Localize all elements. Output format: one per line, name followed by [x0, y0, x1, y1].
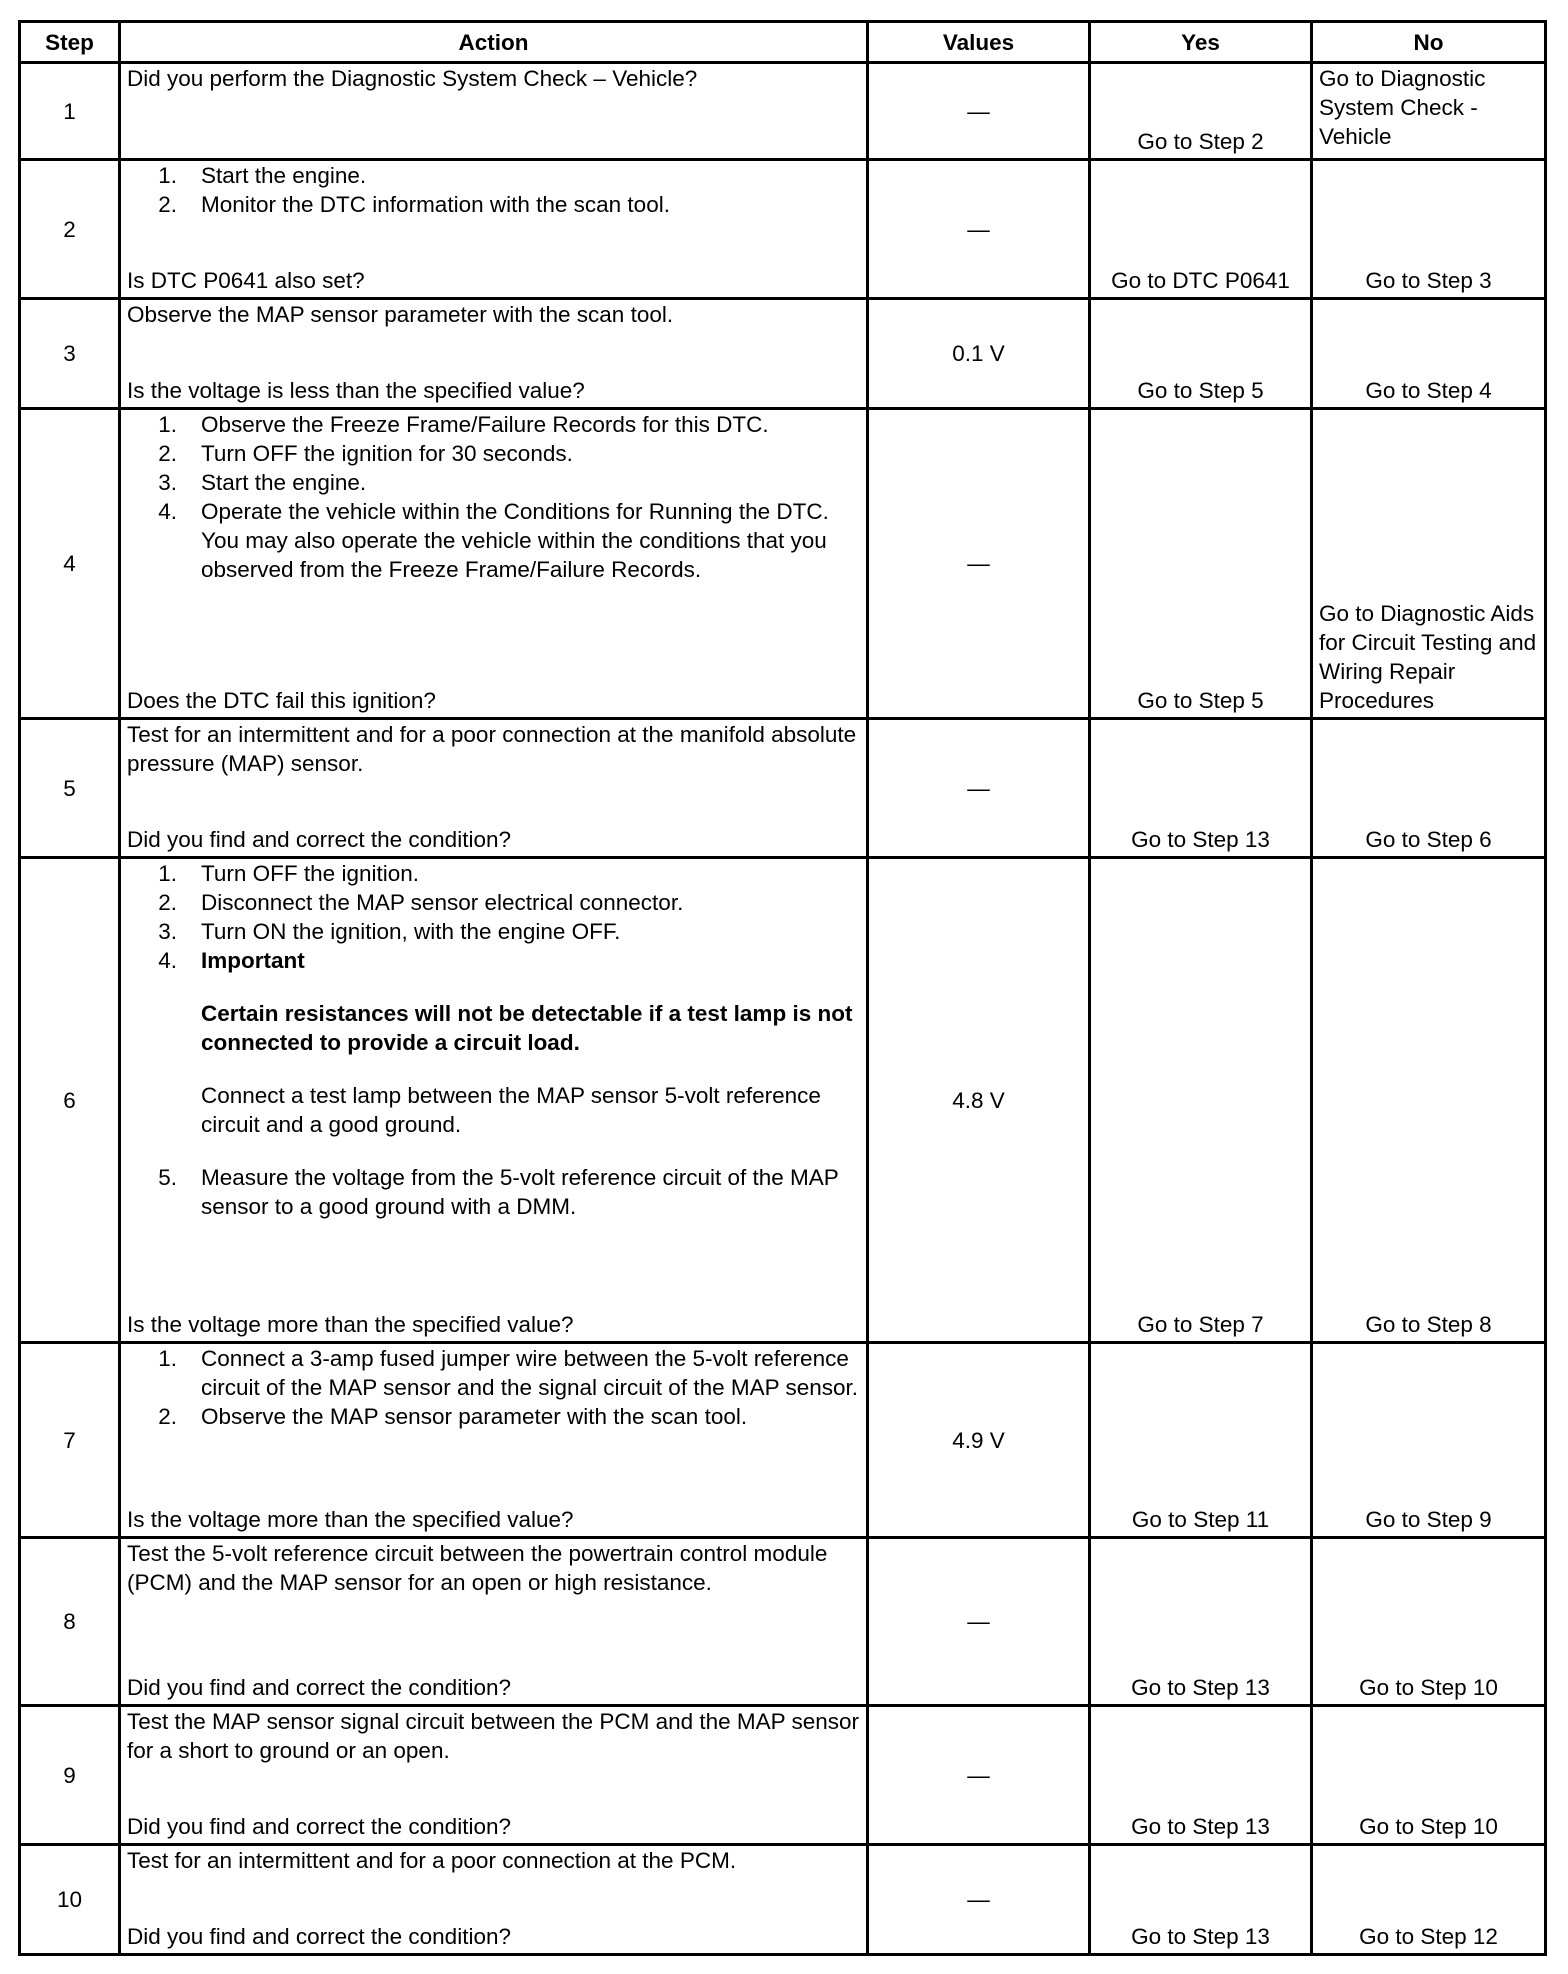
action-cell	[120, 858, 868, 1343]
header-yes: Yes	[1090, 22, 1312, 63]
table-row	[20, 63, 1546, 160]
header-step: Step	[20, 22, 120, 63]
value-cell: —	[868, 719, 1090, 858]
yes-cell: Go to Step 13	[1090, 1538, 1312, 1706]
value-cell: —	[868, 1538, 1090, 1706]
action-question: Did you find and correct the condition?	[127, 1675, 511, 1700]
value-cell: 4.8 V	[868, 858, 1090, 1343]
action-question: Does the DTC fail this ignition?	[127, 688, 436, 713]
no-cell: Go to Step 12	[1312, 1845, 1546, 1955]
step-number: 9	[20, 1706, 120, 1845]
action-cell	[120, 63, 868, 160]
header-no: No	[1312, 22, 1546, 63]
yes-cell: Go to Step 5	[1090, 409, 1312, 719]
value-cell: —	[868, 63, 1090, 160]
action-text: Test the 5-volt reference circuit between the powertrain control module (PCM) and the MAP sensor for an open or high resistance.	[127, 1541, 828, 1595]
action-question: Is the voltage is less than the specified value?	[127, 378, 585, 403]
no-cell: Go to Step 10	[1312, 1538, 1546, 1706]
yes-cell: Go to Step 7	[1090, 858, 1312, 1343]
list-number: 3.	[158, 919, 177, 944]
list-item: Start the engine.	[201, 163, 367, 188]
no-cell: Go to Step 10	[1312, 1706, 1546, 1845]
list-item: Turn OFF the ignition.	[201, 861, 420, 886]
action-cell	[120, 1706, 868, 1845]
list-item: Monitor the DTC information with the scan tool.	[201, 192, 670, 217]
table-row	[20, 719, 1546, 858]
value-cell: —	[868, 1845, 1090, 1955]
no-cell: Go to Step 4	[1312, 299, 1546, 409]
table-row	[20, 1343, 1546, 1538]
table-row	[20, 160, 1546, 299]
action-question: Is DTC P0641 also set?	[127, 268, 365, 293]
list-number: 2.	[158, 441, 177, 466]
step-number: 2	[20, 160, 120, 299]
no-cell: Go to Step 9	[1312, 1343, 1546, 1538]
important-note: Certain resistances will not be detectable if a test lamp is not connected to provide a circuit load.	[201, 1001, 853, 1055]
action-text: Did you perform the Diagnostic System Check – Vehicle?	[127, 66, 698, 91]
list-number: 1.	[158, 163, 177, 188]
step-number: 6	[20, 858, 120, 1343]
action-question: Did you find and correct the condition?	[127, 1924, 511, 1949]
header-values: Values	[868, 22, 1090, 63]
action-question: Is the voltage more than the specified value?	[127, 1507, 574, 1532]
yes-cell: Go to Step 11	[1090, 1343, 1312, 1538]
action-cell	[120, 1343, 868, 1538]
yes-cell: Go to Step 13	[1090, 1706, 1312, 1845]
action-question: Did you find and correct the condition?	[127, 1814, 511, 1839]
list-item: Turn ON the ignition, with the engine OFF.	[201, 919, 621, 944]
list-item: Start the engine.	[201, 470, 367, 495]
list-item: Turn OFF the ignition for 30 seconds.	[201, 441, 573, 466]
action-cell	[120, 1538, 868, 1706]
value-cell: —	[868, 160, 1090, 299]
step-number: 1	[20, 63, 120, 160]
action-cell	[120, 1845, 868, 1955]
list-number: 2.	[158, 890, 177, 915]
list-item: Operate the vehicle within the Conditions for Running the DTC. You may also operate the vehicle within the conditions that you observed from the Freeze Frame/Failure Records.	[201, 499, 829, 582]
list-item: Observe the MAP sensor parameter with the scan tool.	[201, 1404, 748, 1429]
value-cell: —	[868, 1706, 1090, 1845]
no-cell: Go to Diagnostic Aids for Circuit Testing and Wiring Repair Procedures	[1312, 409, 1546, 719]
yes-cell: Go to Step 13	[1090, 719, 1312, 858]
list-number: 2.	[158, 1404, 177, 1429]
table-row	[20, 858, 1546, 1343]
action-cell	[120, 299, 868, 409]
step-number: 5	[20, 719, 120, 858]
step-number: 3	[20, 299, 120, 409]
action-text: Observe the MAP sensor parameter with the scan tool.	[127, 302, 674, 327]
step-number: 4	[20, 409, 120, 719]
list-number: 1.	[158, 412, 177, 437]
list-number: 1.	[158, 1346, 177, 1371]
important-action: Connect a test lamp between the MAP sensor 5-volt reference circuit and a good ground.	[201, 1083, 821, 1137]
header-action: Action	[120, 22, 868, 63]
value-cell: 0.1 V	[868, 299, 1090, 409]
yes-cell: Go to Step 13	[1090, 1845, 1312, 1955]
no-cell: Go to Step 6	[1312, 719, 1546, 858]
header-row	[20, 22, 1546, 63]
list-item: Disconnect the MAP sensor electrical connector.	[201, 890, 684, 915]
list-item: Observe the Freeze Frame/Failure Records for this DTC.	[201, 412, 769, 437]
table-row	[20, 1706, 1546, 1845]
table-row	[20, 299, 1546, 409]
action-text: Test the MAP sensor signal circuit between the PCM and the MAP sensor for a short to ground or an open.	[127, 1709, 860, 1763]
action-cell	[120, 160, 868, 299]
table-row	[20, 1845, 1546, 1955]
list-item: Connect a 3-amp fused jumper wire between the 5-volt reference circuit of the MAP sensor and the signal circuit of the MAP sensor.	[201, 1346, 858, 1400]
action-cell	[120, 719, 868, 858]
action-text: Test for an intermittent and for a poor connection at the manifold absolute pressure (MAP) sensor.	[127, 722, 857, 776]
no-cell: Go to Step 8	[1312, 858, 1546, 1343]
list-number: 3.	[158, 470, 177, 495]
value-cell: 4.9 V	[868, 1343, 1090, 1538]
yes-cell: Go to Step 2	[1090, 63, 1312, 160]
table-row	[20, 1538, 1546, 1706]
action-question: Is the voltage more than the specified value?	[127, 1312, 574, 1337]
list-item: Measure the voltage from the 5-volt reference circuit of the MAP sensor to a good ground with a DMM.	[201, 1165, 839, 1219]
list-number: 5.	[158, 1165, 177, 1190]
no-cell: Go to Diagnostic System Check - Vehicle	[1312, 63, 1546, 160]
action-cell	[120, 409, 868, 719]
important-label: Important	[201, 948, 305, 973]
list-number: 4.	[158, 948, 177, 973]
step-number: 7	[20, 1343, 120, 1538]
step-number: 8	[20, 1538, 120, 1706]
list-number: 2.	[158, 192, 177, 217]
table-row	[20, 409, 1546, 719]
yes-cell: Go to DTC P0641	[1090, 160, 1312, 299]
list-number: 4.	[158, 499, 177, 524]
action-question: Did you find and correct the condition?	[127, 827, 511, 852]
diagnostic-table	[18, 20, 1547, 1956]
no-cell: Go to Step 3	[1312, 160, 1546, 299]
yes-cell: Go to Step 5	[1090, 299, 1312, 409]
step-number: 10	[20, 1845, 120, 1955]
action-text: Test for an intermittent and for a poor connection at the PCM.	[127, 1848, 737, 1873]
value-cell: —	[868, 409, 1090, 719]
list-number: 1.	[158, 861, 177, 886]
